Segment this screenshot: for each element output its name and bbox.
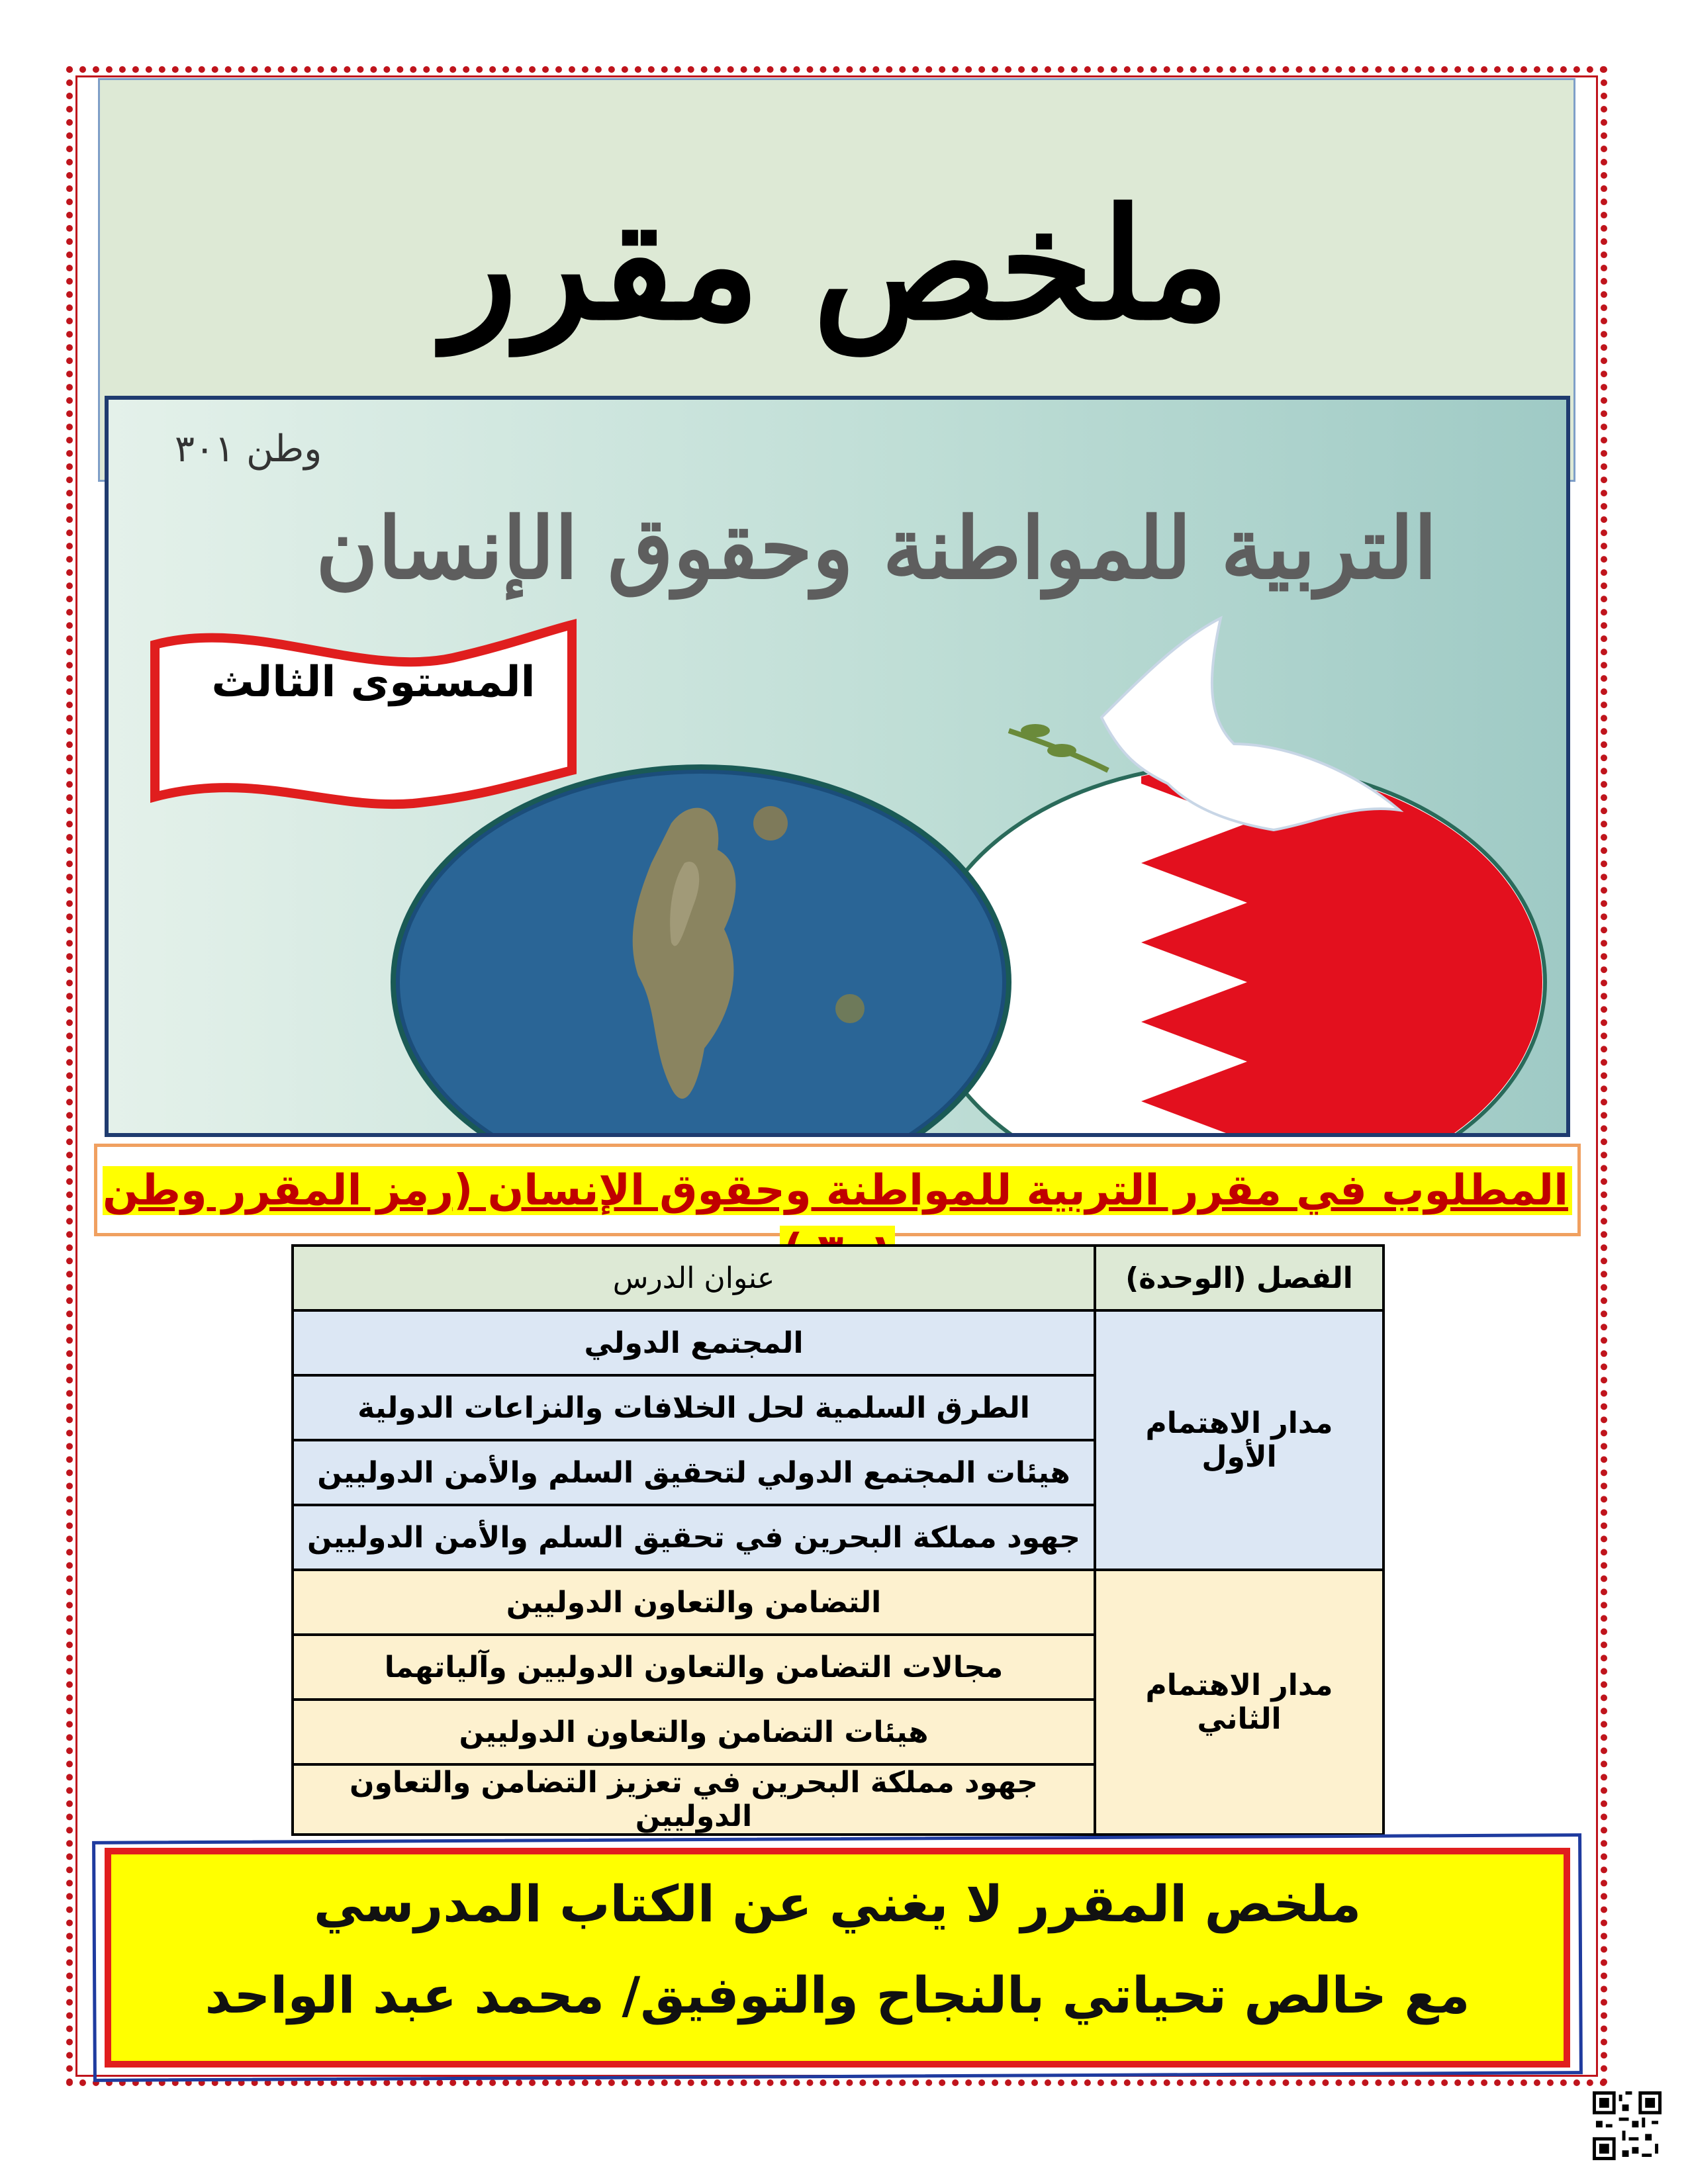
lesson-cell: هيئات المجتمع الدولي لتحقيق السلم والأمن الدوليين [293,1440,1095,1505]
lesson-cell: المجتمع الدولي [293,1310,1095,1375]
requirements-heading-text: المطلوب في مقرر التربية للمواطنة وحقوق الإنسان (رمز المقرر وطن [103,1166,1572,1275]
table-header-row [293,1246,1383,1310]
page-title: ملخص مقرر [444,175,1230,354]
column-header-lesson: عنوان الدرس [293,1246,1095,1310]
footer-signature: مع خالص تحياتي بالنجاح والتوفيق/ محمد عبد الواحد [205,1966,1470,2025]
level-label: المستوى الثالث [211,658,536,707]
course-code: وطن ٣٠١ [175,428,322,471]
lesson-cell: هيئات التضامن والتعاون الدوليين [293,1700,1095,1764]
book-title: التربية للمواطنة وحقوق الإنسان [315,499,1438,598]
unit-cell: مدار الاهتمام الثاني [1095,1570,1383,1835]
lesson-cell: التضامن والتعاون الدوليين [293,1570,1095,1635]
lesson-cell: جهود مملكة البحرين في تعزيز التضامن والتعاون الدوليين [293,1764,1095,1835]
lessons-table [291,1244,1385,1836]
level-banner [155,625,572,804]
table-row [293,1310,1383,1375]
table-row [293,1570,1383,1635]
lesson-cell: جهود مملكة البحرين في تحقيق السلم والأمن الدوليين [293,1505,1095,1570]
qr-code-icon [1593,2091,1662,2160]
bahrain-map-icon [393,767,1009,1137]
lesson-cell: مجالات التضامن والتعاون الدوليين وآلياتهما [293,1635,1095,1700]
book-cover-image [105,396,1570,1137]
lesson-cell: الطرق السلمية لحل الخلافات والنزاعات الدولية [293,1375,1095,1440]
unit-cell: مدار الاهتمام الأول [1095,1310,1383,1570]
column-header-unit: الفصل (الوحدة) [1095,1246,1383,1310]
footer-note: ملخص المقرر لا يغني عن الكتاب المدرسي [313,1874,1362,1933]
